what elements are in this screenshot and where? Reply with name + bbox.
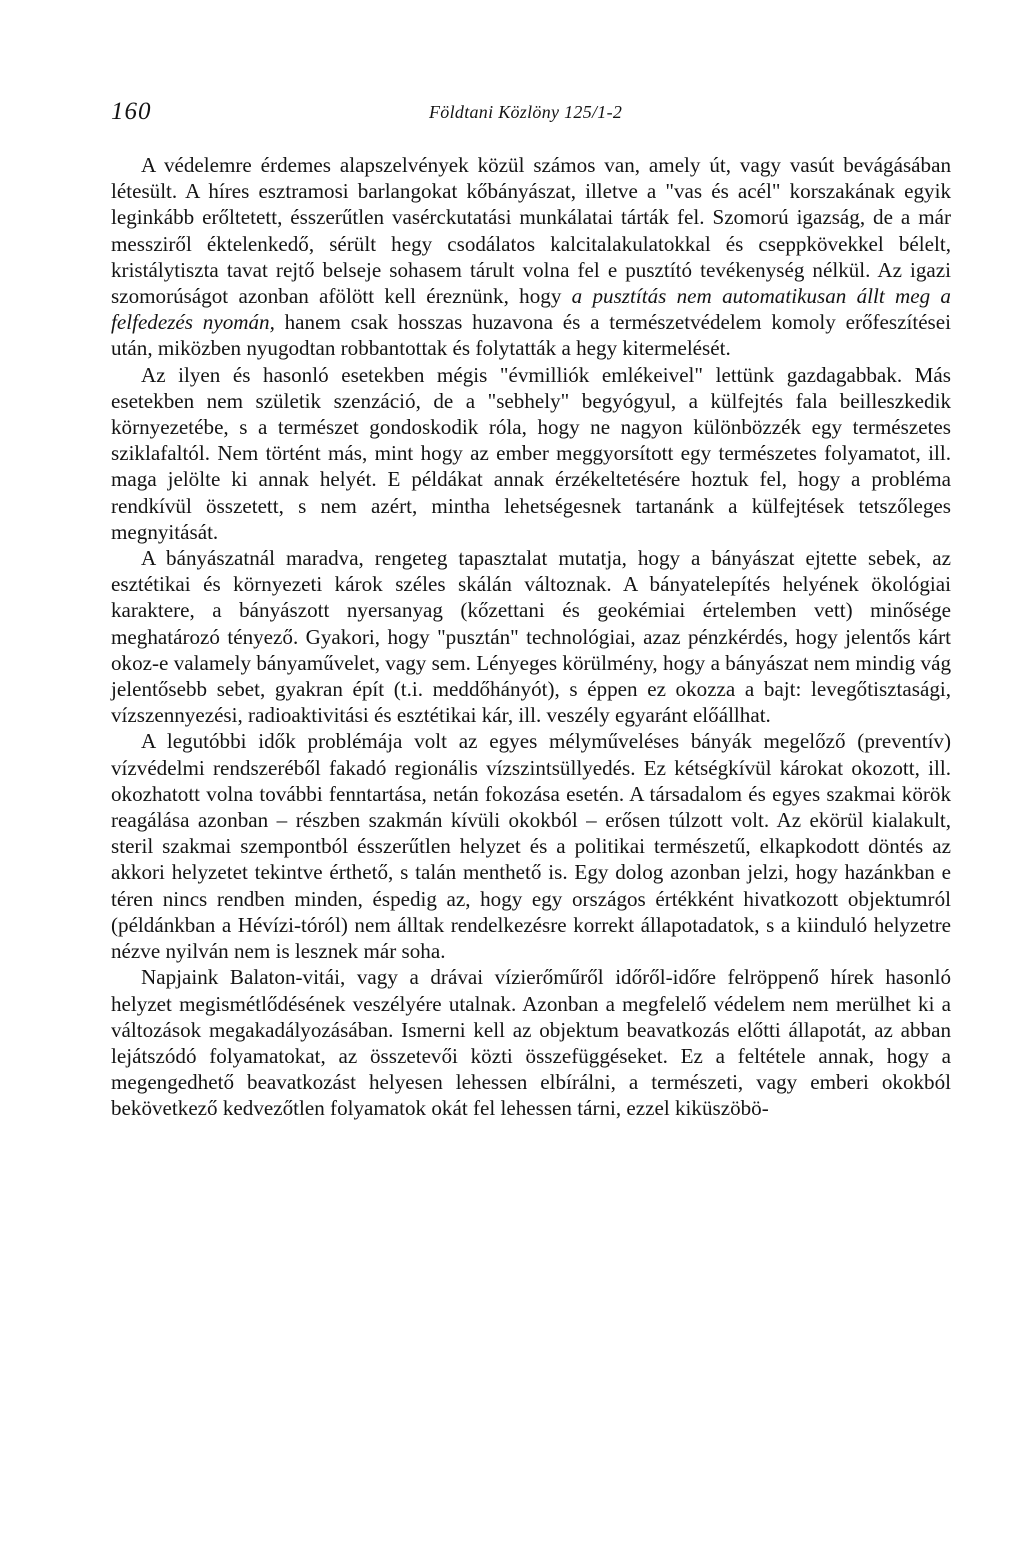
page-number: 160 xyxy=(111,98,152,125)
paragraph-2: Az ilyen és hasonló esetekben mégis "évmilliók emlékeivel" lettünk gazdagabbak. Más esetekben nem születik szenzáció, de a "sebhely" begyógyul, a külfejtés fala beilleszkedik környezetébe, s a természet gondoskodik róla, hogy ne nagyon különbözzék egy természetes sziklafaltól. Nem történt más, mint hogy az ember meggyorsított egy természetes folyamatot, ill. maga jelölte ki annak helyét. E példákat annak érzékeltetésére hoztuk fel, hogy a probléma rendkívül összetett, s nem azért, mintha lehetségesnek tartanánk a külfejtések tetszőleges megnyitását. xyxy=(111,362,951,544)
document-page xyxy=(111,98,951,1122)
paragraph-1-text-end: hanem csak hosszas huzavona és a természetvédelem komoly erőfeszítései után, miközben nyugodtan robbantottak és folytatták a hegy kitermelését. xyxy=(111,310,951,361)
paragraph-1-text-start: A védelemre érdemes alapszelvények közül számos van, amely út, vagy vasút bevágásában létesült. A híres esztramosi barlangokat kőbányászat, illetve a "vas és acél" korszakának egyik leginkább erőltetett, ésszerűtlen vasérckutatási munkálatai tárták fel. Szomorú igazság, de a már messziről éktelenkedő, sérült hegy csodálatos kalcitalakulatokkal és cseppkövekkel bélelt, kristálytiszta tavat rejtő belseje sohasem tárult volna fel e pusztító tevékenység nélkül. Az igazi szomorúságot azonban afölött kell éreznünk, hogy xyxy=(111,153,951,309)
paragraph-3: A bányászatnál maradva, rengeteg tapasztalat mutatja, hogy a bányászat ejtette sebek, az esztétikai és környezeti károk széles skálán változnak. A bányatelepítés helyének ökológiai karaktere, a bányászott nyersanyag (kőzettani és geokémiai értelemben vett) minősége meghatározó tényező. Gyakori, hogy "pusztán" technológiai, azaz pénzkérdés, hogy jelentős kárt okoz-e valamely bányaművelet, vagy sem. Lényeges körülmény, hogy a bányászat nem mindig vág jelentősebb sebet, gyakran épít (t.i. meddőhányót), s éppen ez okozza a bajt: levegőtisztasági, vízszennyezési, radioaktivitási és esztétikai kár, ill. veszély egyaránt előállhat. xyxy=(111,546,951,728)
paragraph-1 xyxy=(111,152,951,362)
paragraph-4: A legutóbbi idők problémája volt az egyes mélyműveléses bányák megelőző (preventív) vízvédelmi rendszeréből fakadó regionális vízszintsüllyedés. Ez kétségkívül károkat okozott, ill. okozhatott volna további fenntartása, netán fokozása esetén. A társadalom és egyes szakmai körök reagálása azonban – részben szakmán kívüli okokból – erősen túlzott volt. Az ekörül kialakult, steril szakmai szempontból ésszerűtlen helyzet és a politikai természetű, elkapkodott döntés az akkori helyzetet tekintve érthető, s talán menthető is. Egy dolog azonban jelzi, hogy hazánkban e téren nincs rendben minden, éspedig az, hogy egy országos értékként hivatkozott objektumról (példánkban a Hévízi-tóról) nem álltak rendelkezésre korrekt állapotadatok, s a kiinduló helyzetre nézve nyilván nem is lesznek már soha. xyxy=(111,729,951,964)
body-text xyxy=(111,152,951,1122)
paragraph-1-italic-phrase: a pusztítás nem automatikusan állt meg a felfedezés nyomán, xyxy=(111,284,951,335)
paragraph-5: Napjaink Balaton-vitái, vagy a drávai vízierőműről időről-időre felröppenő hírek hasonló helyzet megismétlődésének veszélyére utalnak. Azonban a megfelelő védelem nem merülhet ki a változások megakadályozásában. Ismerni kell az objektum beavatkozás előtti állapotát, az abban lejátszódó folyamatokat, az összetevői közti összefüggéseket. Ez a feltétele annak, hogy a megengedhető beavatkozást helyesen lehessen elbírálni, a természeti, vagy emberi okokból bekövetkező kedvezőtlen folyamatok okát fel lehessen tárni, ezzel kiküszöbö- xyxy=(111,965,951,1121)
running-header xyxy=(111,98,951,138)
journal-title: Földtani Közlöny 125/1-2 xyxy=(429,102,623,122)
